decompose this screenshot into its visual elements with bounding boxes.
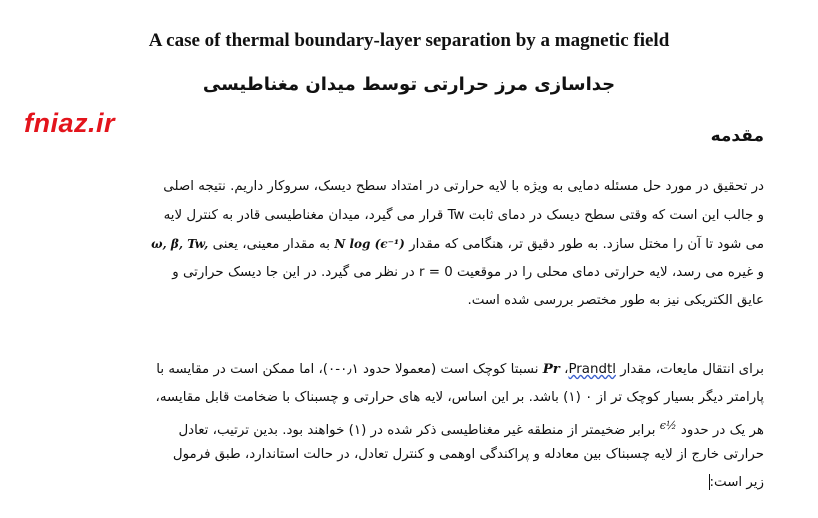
prandtl-term: Prandtl [568, 362, 616, 377]
pr-symbol: Pr [542, 361, 560, 377]
paragraph-2 [56, 355, 764, 498]
paragraph-1-line-4: و غیره می رسد، لایه حرارتی دمای محلی را در موقعیت r = 0 در نظر می گیرد. در این جا دیسک حرارتی و [172, 264, 764, 280]
paragraph-2-line-2: پارامتر دیگر بسیار کوچک تر از ۰ (۱) باشد. بر این اساس، لایه های حرارتی و چسبناک با ضخامت قابل مقایسه، [155, 389, 764, 405]
text-fragment: به مقدار معینی، یعنی [212, 237, 331, 253]
math-expression-params: ω, β, Tw, [151, 237, 209, 252]
paragraph-2-line-4: حرارتی خارج از لایه چسبناک بین معادله و پراکندگی اوهمی و کنترل تعادل، در حالت استاندارد، طبق فرمول [172, 446, 764, 462]
text-fragment: برای انتقال مایعات، مقدار [620, 362, 764, 377]
paragraph-2-line-5 [56, 469, 764, 498]
paragraph-1-line-5: عایق الکتریکی نیز به طور مختصر بررسی شده است. [467, 293, 764, 309]
paragraph-2-line-3 [56, 412, 764, 441]
paragraph-1 [56, 173, 764, 316]
paragraph-1-line-3 [56, 230, 764, 259]
paragraph-1-line-1: در تحقیق در مورد حل مسئله دمایی به ویژه با لایه حرارتی در امتداد سطح دیسک، سروکار داریم. نتیجه اصلی [163, 179, 764, 194]
text-fragment: برابر ضخیمتر از منطقه غیر مغناطیسی ذکر شده در (۱) خواهند بود. بدین ترتیب، تعادل [178, 423, 656, 439]
paragraph-2-line-1: برای انتقال مایعات، مقدار Prandtl، Pr نسبتا کوچک است (معمولا حدود ۰٫۱-۰)، اما ممکن است در مقایسه با [156, 361, 764, 377]
title-persian: جداسازی مرز حرارتی توسط میدان مغناطیسی [202, 74, 616, 95]
title-english: A case of thermal boundary-layer separation by a magnetic field [148, 30, 670, 51]
text-fragment: می شود تا آن را مختل سازد. به طور دقیق تر، هنگامی که مقدار [409, 237, 764, 253]
math-expression-log: N log (ϵ⁻¹) [334, 237, 405, 252]
text-fragment: نسبتا کوچک است (معمولا حدود ۰٫۱-۰)، اما ممکن است در مقایسه با [156, 362, 539, 377]
site-logo: fniaz.ir [24, 108, 116, 138]
paragraph-1-line-2: و جالب این است که وقتی سطح دیسک در دمای ثابت Tw قرار می گیرد، میدان مغناطیسی قادر به کنترل لایه [163, 207, 764, 223]
section-heading: مقدمه [710, 126, 764, 146]
math-epsilon-half: ϵ½ [659, 419, 677, 433]
text-fragment: هر یک در حدود [680, 423, 764, 439]
text-fragment: زیر است: [709, 475, 764, 491]
